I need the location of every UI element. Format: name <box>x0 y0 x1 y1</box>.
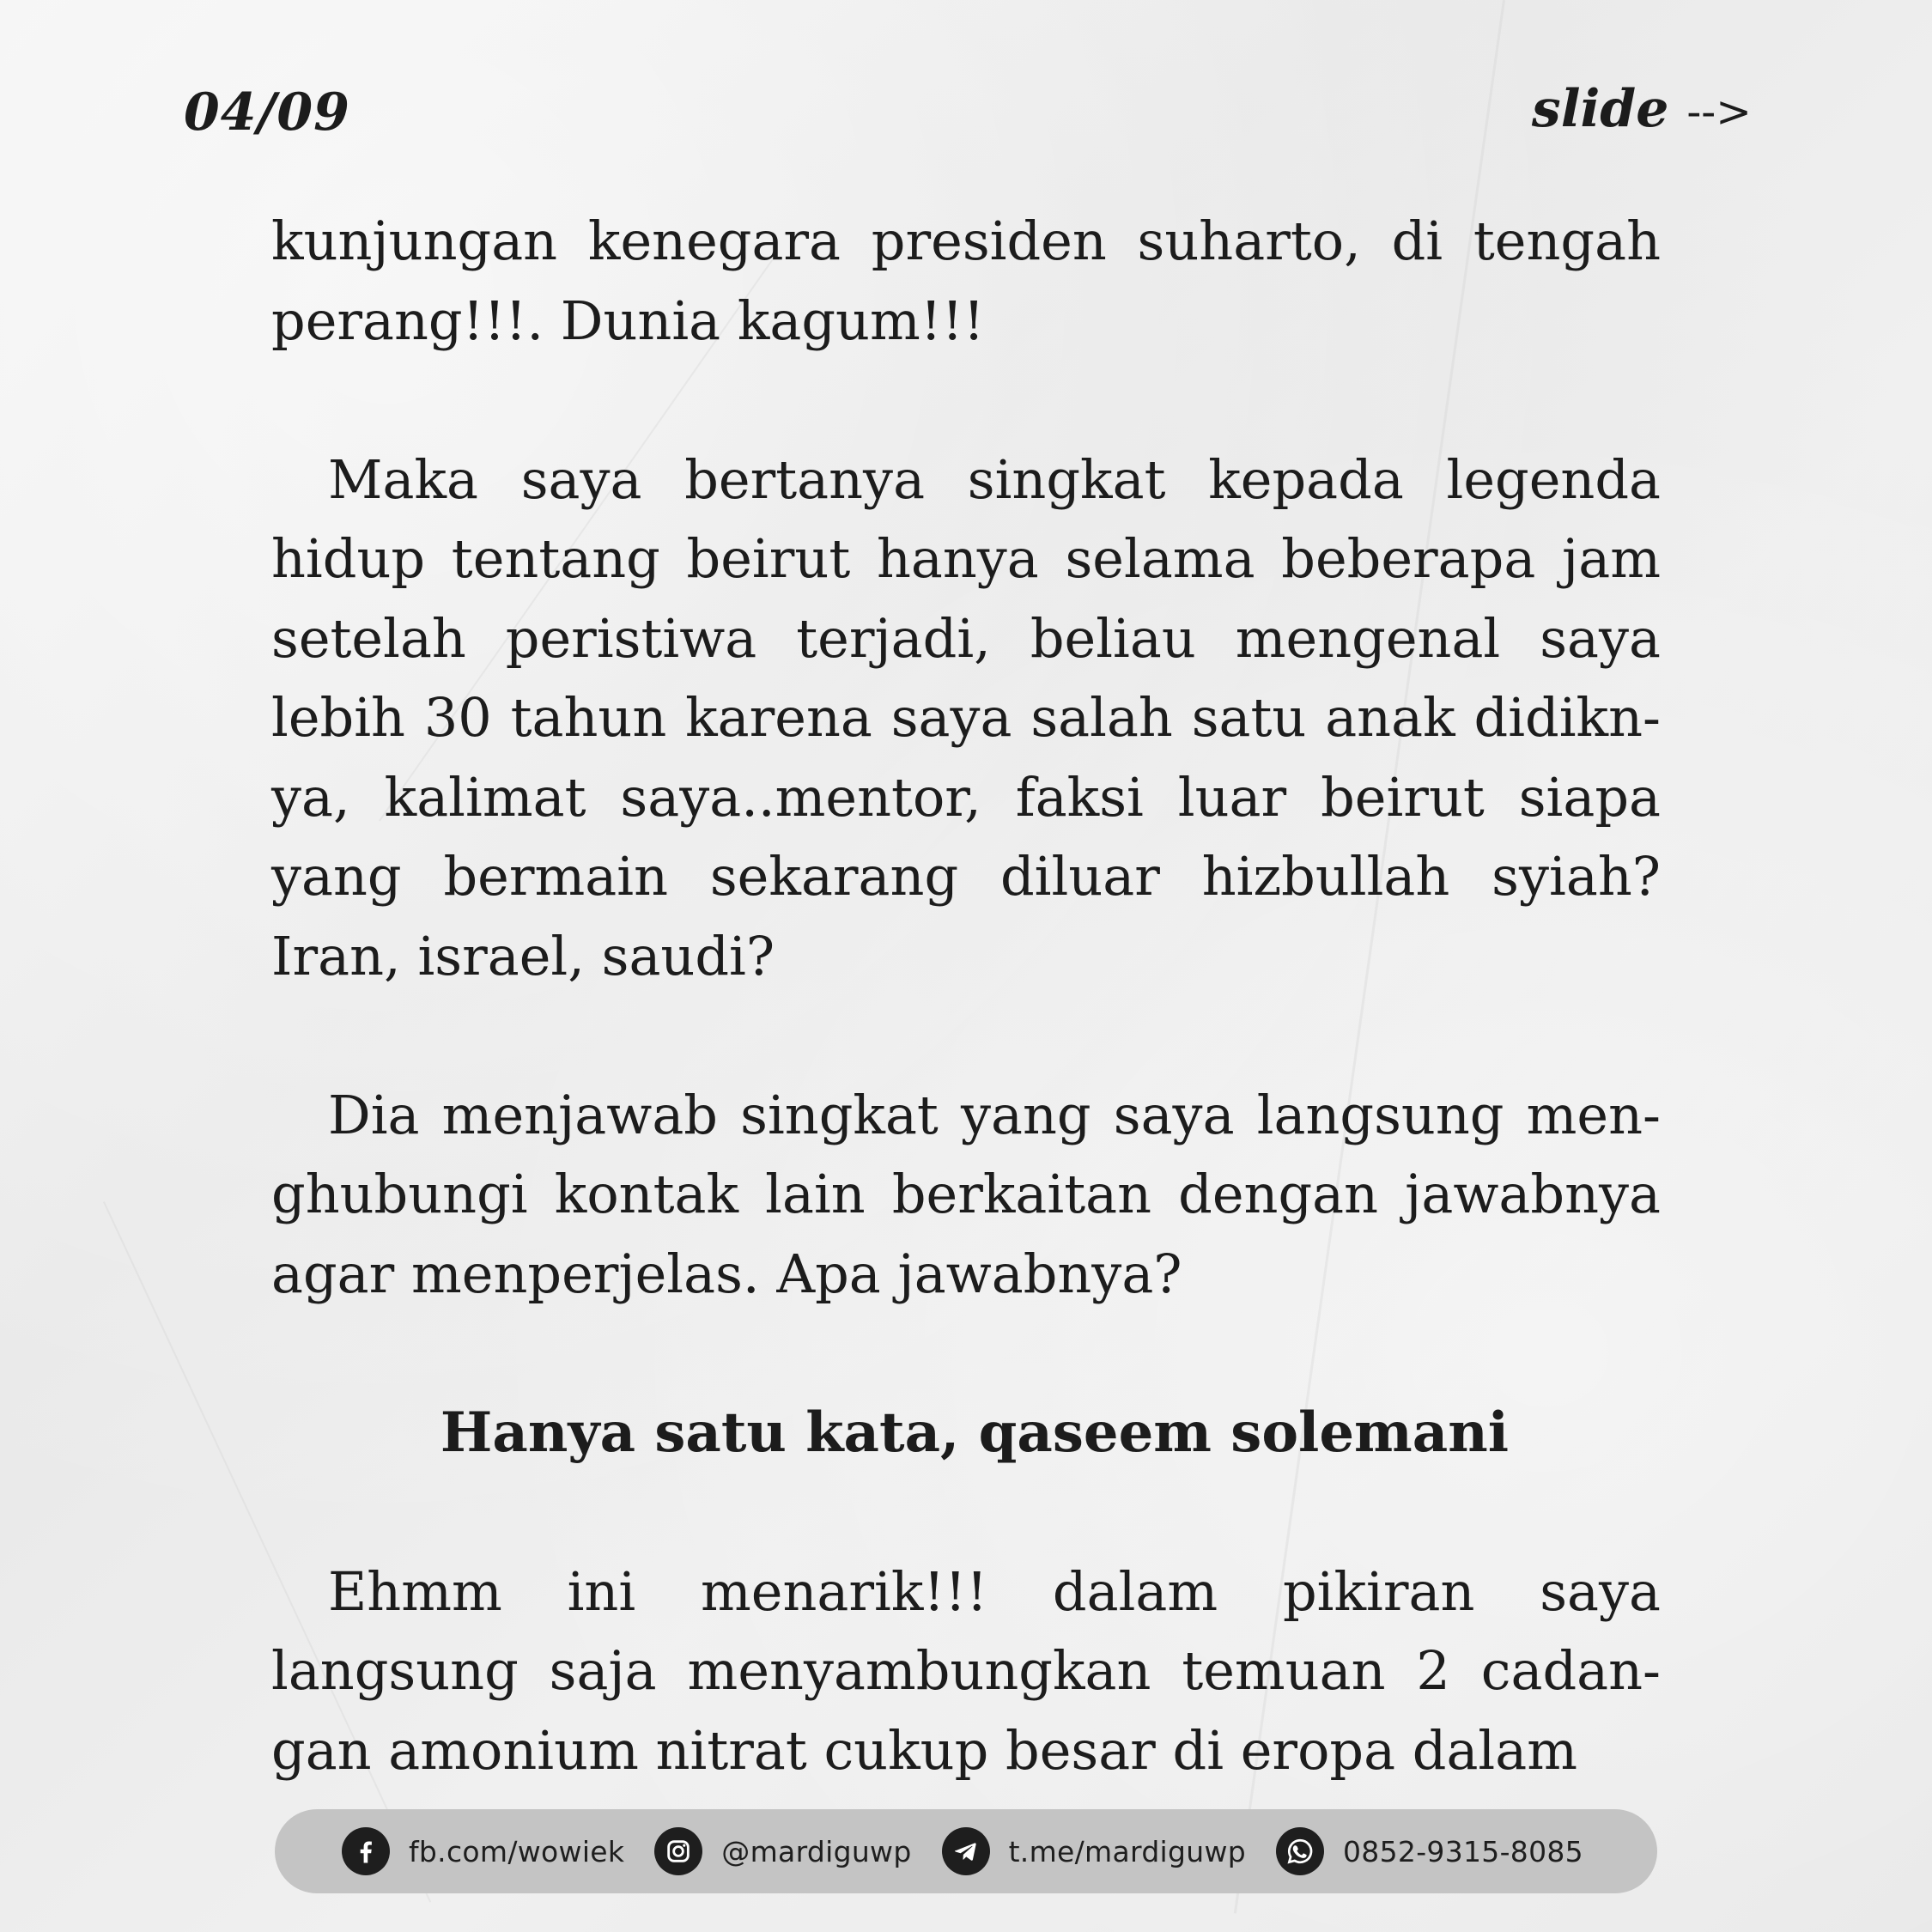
whatsapp-link[interactable] <box>1276 1827 1583 1875</box>
paragraph-3: Dia menjawab singkat yang saya langsung men-ghubungi kontak lain berkaitan dengan jawabnya agar menperjelas. Apa jawabnya? <box>271 1083 1661 1305</box>
telegram-label: t.me/mardiguwp <box>1008 1834 1247 1868</box>
whatsapp-icon <box>1276 1827 1324 1875</box>
paragraph-gap <box>271 1473 1661 1552</box>
facebook-label: fb.com/wowiek <box>409 1834 625 1868</box>
paragraph-4: Ehmm ini menarik!!! dalam pikiran saya langsung saja menyambungkan temuan 2 cadan-gan amonium nitrat cukup besar di eropa dalam <box>271 1559 1661 1782</box>
whatsapp-label: 0852-9315-8085 <box>1343 1834 1583 1868</box>
social-links-bar <box>275 1809 1657 1893</box>
article-body <box>271 202 1661 1790</box>
paragraph-gap <box>271 996 1661 1076</box>
instagram-link[interactable] <box>654 1827 911 1875</box>
paragraph-2: Maka saya bertanya singkat kepada legenda hidup tentang beirut hanya selama beberapa jam setelah peristiwa terjadi, beliau mengenal saya lebih 30 tahun karena saya salah satu anak didikn-ya, kalimat saya..mentor, faksi luar beirut siapa yang bermain sekarang diluar hizbullah syiah? Iran, israel, saudi? <box>271 447 1661 987</box>
slide-arrow: --> <box>1686 87 1752 137</box>
facebook-icon <box>342 1827 390 1875</box>
instagram-label: @mardiguwp <box>721 1834 912 1868</box>
instagram-icon <box>654 1827 702 1875</box>
paragraph-1: kunjungan kenegara presiden suharto, di tengah perang!!!. Dunia kagum!!! <box>271 210 1661 352</box>
slide-label: slide <box>1531 79 1669 139</box>
paragraph-gap <box>271 361 1661 440</box>
telegram-link[interactable] <box>942 1827 1246 1875</box>
slide-hint <box>1532 79 1752 142</box>
headline-quote: Hanya satu kata, qaseem solemani <box>440 1400 1510 1465</box>
telegram-icon <box>942 1827 990 1875</box>
facebook-link[interactable] <box>342 1827 624 1875</box>
paragraph-gap <box>271 1314 1661 1394</box>
page-indicator: 04/09 <box>184 82 350 143</box>
